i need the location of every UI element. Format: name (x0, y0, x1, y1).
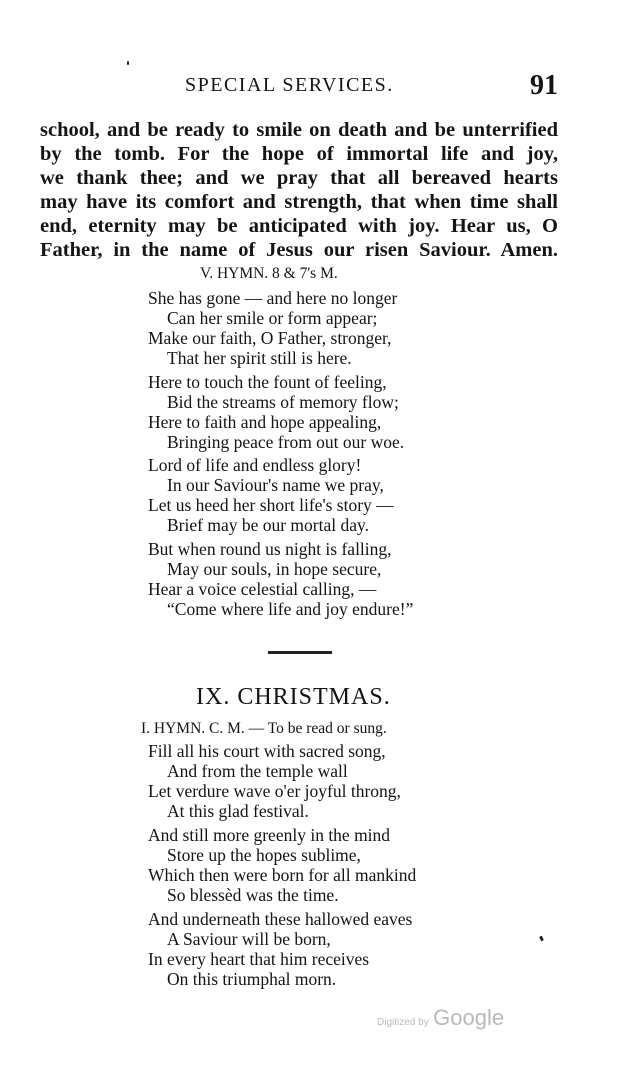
prose-line: may have its comfort and strength, that when time shall (40, 191, 558, 213)
verse-line: “Come where life and joy endure!” (167, 599, 414, 619)
verse-line: Can her smile or form appear; (167, 308, 378, 328)
ink-speck (539, 936, 544, 942)
verse-line: But when round us night is falling, (148, 539, 392, 559)
prose-line: by the tomb. For the hope of immortal life and joy, (40, 143, 558, 165)
prose-line: school, and be ready to smile on death and be unterrified (40, 119, 558, 141)
prayer-paragraph (40, 118, 558, 262)
verse-line: Brief may be our mortal day. (167, 515, 369, 535)
prose-line: we thank thee; and we pray that all bereaved hearts (40, 167, 558, 189)
verse-line: So blessèd was the time. (167, 885, 339, 905)
verse-line: May our souls, in hope secure, (167, 559, 382, 579)
google-wordmark: Google (433, 1005, 505, 1030)
digitized-prefix: Digitized by (377, 1017, 429, 1028)
verse-line: Let verdure wave o'er joyful throng, (148, 781, 401, 801)
verse-line: She has gone — and here no longer (148, 288, 398, 308)
verse-line: And from the temple wall (167, 761, 348, 781)
hymn-v-stanza-4 (148, 539, 413, 619)
hymn-i-stanza-3 (148, 909, 412, 989)
hymn-v-stanza-1 (148, 288, 397, 368)
verse-line: Store up the hopes sublime, (167, 845, 361, 865)
section-divider (268, 651, 332, 654)
verse-line: In our Saviour's name we pray, (167, 475, 384, 495)
digitized-watermark (377, 1005, 504, 1031)
verse-line: In every heart that him receives (148, 949, 370, 969)
verse-line: Let us heed her short life's story — (148, 495, 394, 515)
verse-line: Fill all his court with sacred song, (148, 741, 386, 761)
verse-line: At this glad festival. (167, 801, 309, 821)
hymn-v-stanza-3 (148, 455, 394, 535)
prose-line: end, eternity may be anticipated with joy. Hear us, O (40, 215, 558, 237)
page-number: 91 (530, 70, 558, 101)
verse-line: Lord of life and endless glory! (148, 455, 362, 475)
running-head (0, 70, 640, 104)
verse-line: Make our faith, O Father, stronger, (148, 328, 392, 348)
hymn-v-stanza-2 (148, 372, 404, 452)
verse-line: Bid the streams of memory flow; (167, 392, 399, 412)
verse-line: Here to faith and hope appealing, (148, 412, 382, 432)
verse-line: And underneath these hallowed eaves (148, 909, 413, 929)
verse-line: That her spirit still is here. (167, 348, 352, 368)
hymn-v-heading: V. HYMN. 8 & 7's M. (200, 265, 338, 282)
verse-line: Here to touch the fount of feeling, (148, 372, 387, 392)
ink-speck (127, 61, 129, 65)
verse-line: A Saviour will be born, (167, 929, 331, 949)
hymn-i-heading: I. HYMN. C. M. — To be read or sung. (141, 720, 387, 737)
section-title: IX. CHRISTMAS. (196, 684, 391, 710)
prose-line: Father, in the name of Jesus our risen Saviour. Amen. (40, 239, 558, 261)
verse-line: On this triumphal morn. (167, 969, 337, 989)
verse-line: Hear a voice celestial calling, — (148, 579, 377, 599)
verse-line: And still more greenly in the mind (148, 825, 391, 845)
hymn-i-stanza-2 (148, 825, 416, 905)
running-title: SPECIAL SERVICES. (185, 74, 394, 96)
verse-line: Bringing peace from out our woe. (167, 432, 405, 452)
hymn-i-stanza-1 (148, 741, 401, 821)
verse-line: Which then were born for all mankind (148, 865, 417, 885)
